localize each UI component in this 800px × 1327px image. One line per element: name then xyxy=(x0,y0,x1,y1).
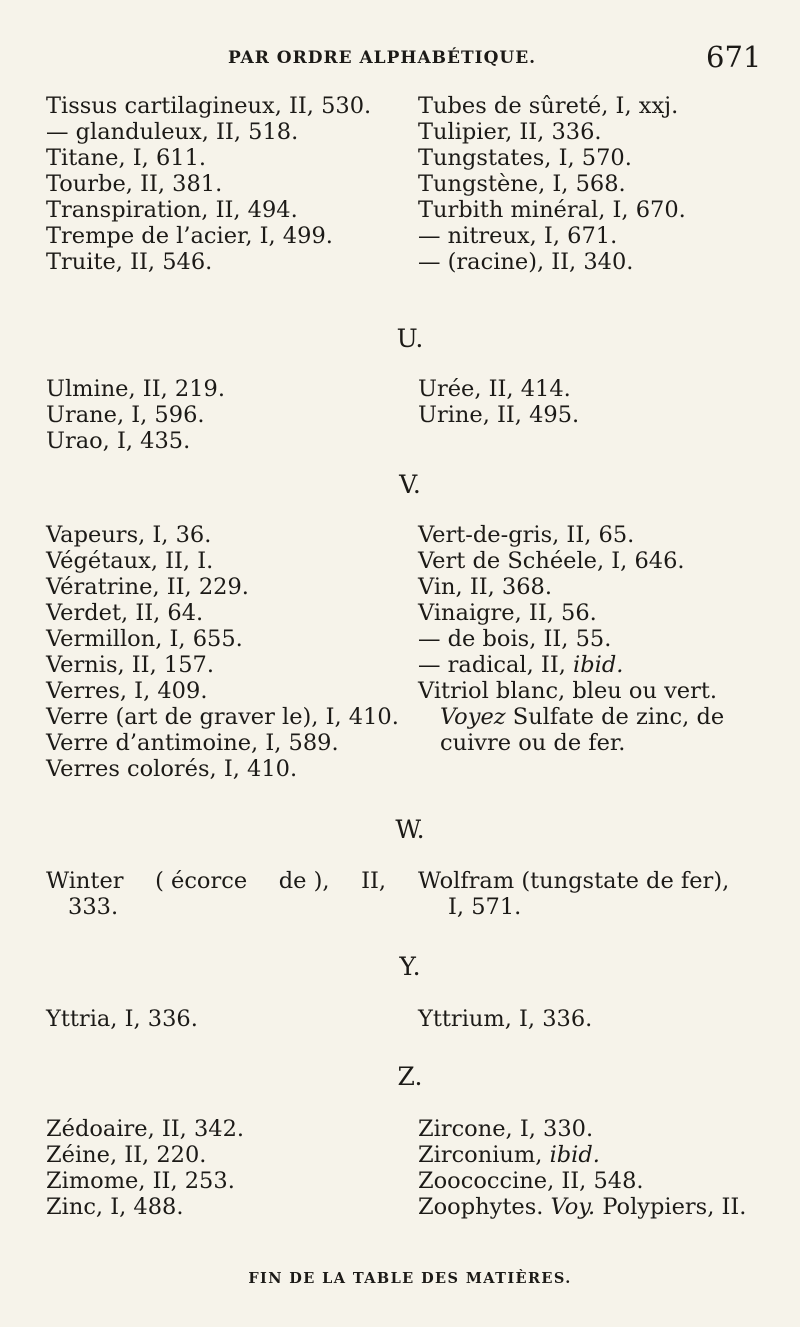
index-entry: Vinaigre, II, 56. xyxy=(418,600,597,626)
index-entry: — de bois, II, 55. xyxy=(418,626,612,652)
entry-text: Polypiers, II. xyxy=(602,1194,747,1220)
section-z-left xyxy=(46,1116,396,1220)
letter-heading-v: V. xyxy=(399,470,421,499)
entry-text: Sulfate de zinc, de xyxy=(512,704,725,730)
letter-heading-y: Y. xyxy=(399,952,421,981)
index-entry xyxy=(418,1194,763,1220)
voy-ref: Voy. xyxy=(550,1194,596,1220)
index-entry: Vapeurs, I, 36. xyxy=(46,522,212,548)
index-entry: Tourbe, II, 381. xyxy=(46,171,223,197)
index-entry: Vermillon, I, 655. xyxy=(46,626,243,652)
index-entry: Turbith minéral, I, 670. xyxy=(418,197,686,223)
index-entry: Vitriol blanc, bleu ou vert. xyxy=(418,678,718,704)
index-entry-continuation: 333. xyxy=(68,894,119,920)
index-entry: Urane, I, 596. xyxy=(46,402,205,428)
index-entry: — glanduleux, II, 518. xyxy=(46,119,299,145)
section-v-right xyxy=(418,522,763,756)
index-entry: Zinc, I, 488. xyxy=(46,1194,184,1220)
index-entry: Yttria, I, 336. xyxy=(46,1006,198,1032)
index-entry: Zimome, II, 253. xyxy=(46,1168,235,1194)
index-entry: Vin, II, 368. xyxy=(418,574,553,600)
index-entry xyxy=(418,652,763,678)
entry-text: Zoophytes. xyxy=(418,1194,544,1220)
index-entry-continuation: I, 571. xyxy=(448,894,522,920)
running-title: PAR ORDRE ALPHABÉTIQUE. xyxy=(228,48,537,68)
section-z-right xyxy=(418,1116,763,1220)
index-entry: Zéine, II, 220. xyxy=(46,1142,207,1168)
index-entry: Végétaux, II, I. xyxy=(46,548,214,574)
index-entry: Titane, I, 611. xyxy=(46,145,207,171)
section-w-right xyxy=(418,868,763,920)
index-entry: Tubes de sûreté, I, xxj. xyxy=(418,93,679,119)
section-y-left xyxy=(46,1006,396,1032)
index-entry: Ulmine, II, 219. xyxy=(46,376,225,402)
index-entry: Wolfram (tungstate de fer), xyxy=(418,868,730,894)
index-entry xyxy=(46,868,386,894)
ibid-ref: ibid. xyxy=(573,652,624,678)
index-entry: Urine, II, 495. xyxy=(418,402,580,428)
index-entry: Vert de Schéele, I, 646. xyxy=(418,548,685,574)
index-entry xyxy=(418,1142,763,1168)
page-number: 671 xyxy=(706,40,762,74)
entry-word: de ), xyxy=(278,868,330,894)
index-entry: Vert-de-gris, II, 65. xyxy=(418,522,635,548)
index-entry: — (racine), II, 340. xyxy=(418,249,634,275)
entry-word: ( écorce xyxy=(155,868,248,894)
index-entry: Zoococcine, II, 548. xyxy=(418,1168,644,1194)
index-entry: Tissus cartilagineux, II, 530. xyxy=(46,93,372,119)
index-entry: Urao, I, 435. xyxy=(46,428,191,454)
section-w-left xyxy=(46,868,396,920)
section-v-left xyxy=(46,522,399,782)
index-entry: Vératrine, II, 229. xyxy=(46,574,249,600)
index-entry: Transpiration, II, 494. xyxy=(46,197,298,223)
index-entry: Tungstates, I, 570. xyxy=(418,145,632,171)
index-entry-continuation xyxy=(418,704,763,730)
section-y-right xyxy=(418,1006,763,1032)
index-entry: Trempe de l’acier, I, 499. xyxy=(46,223,333,249)
index-entry: — nitreux, I, 671. xyxy=(418,223,618,249)
entry-text: — radical, II, xyxy=(418,652,566,678)
index-entry: Yttrium, I, 336. xyxy=(418,1006,593,1032)
index-entry: Truite, II, 546. xyxy=(46,249,213,275)
section-u-right xyxy=(418,376,763,428)
section-t-left xyxy=(46,93,396,275)
index-entry: Verre (art de graver le), I, 410. xyxy=(46,704,399,730)
index-entry: Verre d’antimoine, I, 589. xyxy=(46,730,339,756)
index-entry: Verres colorés, I, 410. xyxy=(46,756,298,782)
letter-heading-u: U. xyxy=(396,324,424,353)
ibid-ref: ibid. xyxy=(549,1142,600,1168)
index-entry: Tulipier, II, 336. xyxy=(418,119,602,145)
entry-word: II, xyxy=(361,868,386,894)
entry-text: Zirconium, xyxy=(418,1142,543,1168)
entry-word: Winter xyxy=(46,868,124,894)
running-head xyxy=(0,40,800,80)
index-entry: Zircone, I, 330. xyxy=(418,1116,594,1142)
section-u-left xyxy=(46,376,396,454)
end-of-table-footer: FIN DE LA TABLE DES MATIÈRES. xyxy=(248,1270,572,1287)
letter-heading-z: Z. xyxy=(397,1062,423,1091)
index-entry-continuation: cuivre ou de fer. xyxy=(440,730,626,756)
letter-heading-w: W. xyxy=(395,815,425,844)
index-entry: Zédoaire, II, 342. xyxy=(46,1116,245,1142)
index-entry: Verdet, II, 64. xyxy=(46,600,204,626)
index-entry: Urée, II, 414. xyxy=(418,376,571,402)
index-entry: Verres, I, 409. xyxy=(46,678,208,704)
index-entry: Vernis, II, 157. xyxy=(46,652,214,678)
section-t-right xyxy=(418,93,763,275)
voyez-ref: Voyez xyxy=(440,704,506,730)
index-entry: Tungstène, I, 568. xyxy=(418,171,626,197)
